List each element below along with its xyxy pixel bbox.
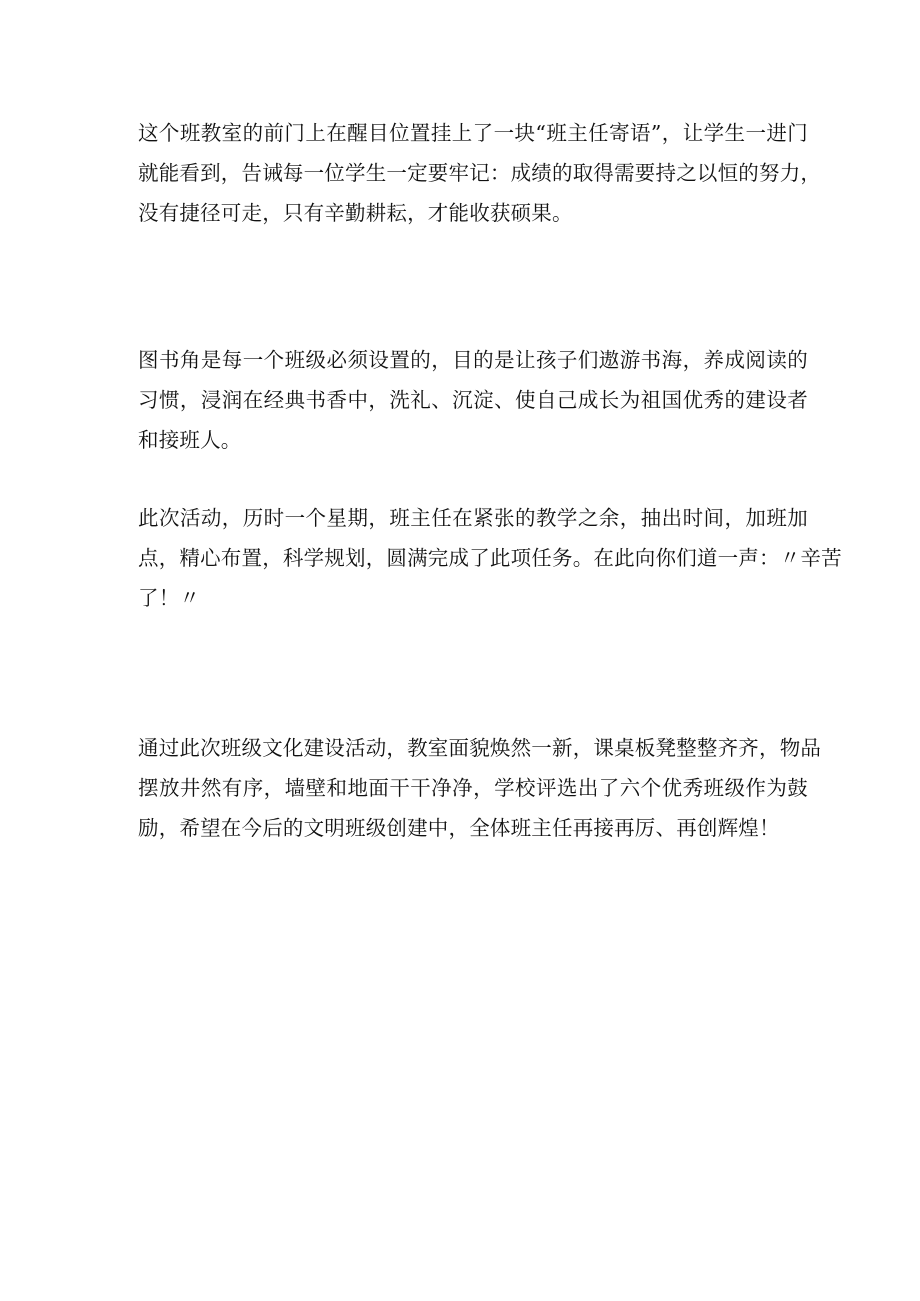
paragraph-line: 就能看到，告诫每一位学生一定要牢记：成绩的取得需要持之以恒的努力， xyxy=(138,161,822,185)
paragraph-line: 摆放井然有序，墙壁和地面干干净净，学校评选出了六个优秀班级作为鼓 xyxy=(138,776,808,800)
paragraph-line: 励，希望在今后的文明班级创建中，全体班主任再接再厉、再创辉煌！ xyxy=(138,816,780,840)
paragraph-line: 没有捷径可走，只有辛勤耕耘，才能收获硕果。 xyxy=(138,201,573,225)
paragraph-line: 通过此次班级文化建设活动，教室面貌焕然一新，课桌板凳整整齐齐，物品 xyxy=(138,736,822,760)
paragraph-line: 这个班教室的前门上在醒目位置挂上了一块“班主任寄语”，让学生一进门 xyxy=(138,121,808,145)
paragraph-line: 图书角是每一个班级必须设置的，目的是让孩子们遨游书海，养成阅读的 xyxy=(138,348,808,372)
paragraph-line: 习惯，浸润在经典书香中，洗礼、沉淀、使自己成长为祖国优秀的建设者 xyxy=(138,388,808,412)
paragraph-activity-thanks xyxy=(138,498,842,618)
paragraph-line: 此次活动，历时一个星期，班主任在紧张的教学之余，抽出时间，加班加 xyxy=(138,506,808,530)
paragraph-book-corner xyxy=(138,340,808,460)
paragraph-line: 了！〃 xyxy=(138,586,201,610)
paragraph-line: 点，精心布置，科学规划，圆满完成了此项任务。在此向你们道一声：〃辛苦 xyxy=(138,546,842,570)
paragraph-class-motto xyxy=(138,113,822,233)
paragraph-conclusion xyxy=(138,728,822,848)
paragraph-line: 和接班人。 xyxy=(138,428,242,452)
